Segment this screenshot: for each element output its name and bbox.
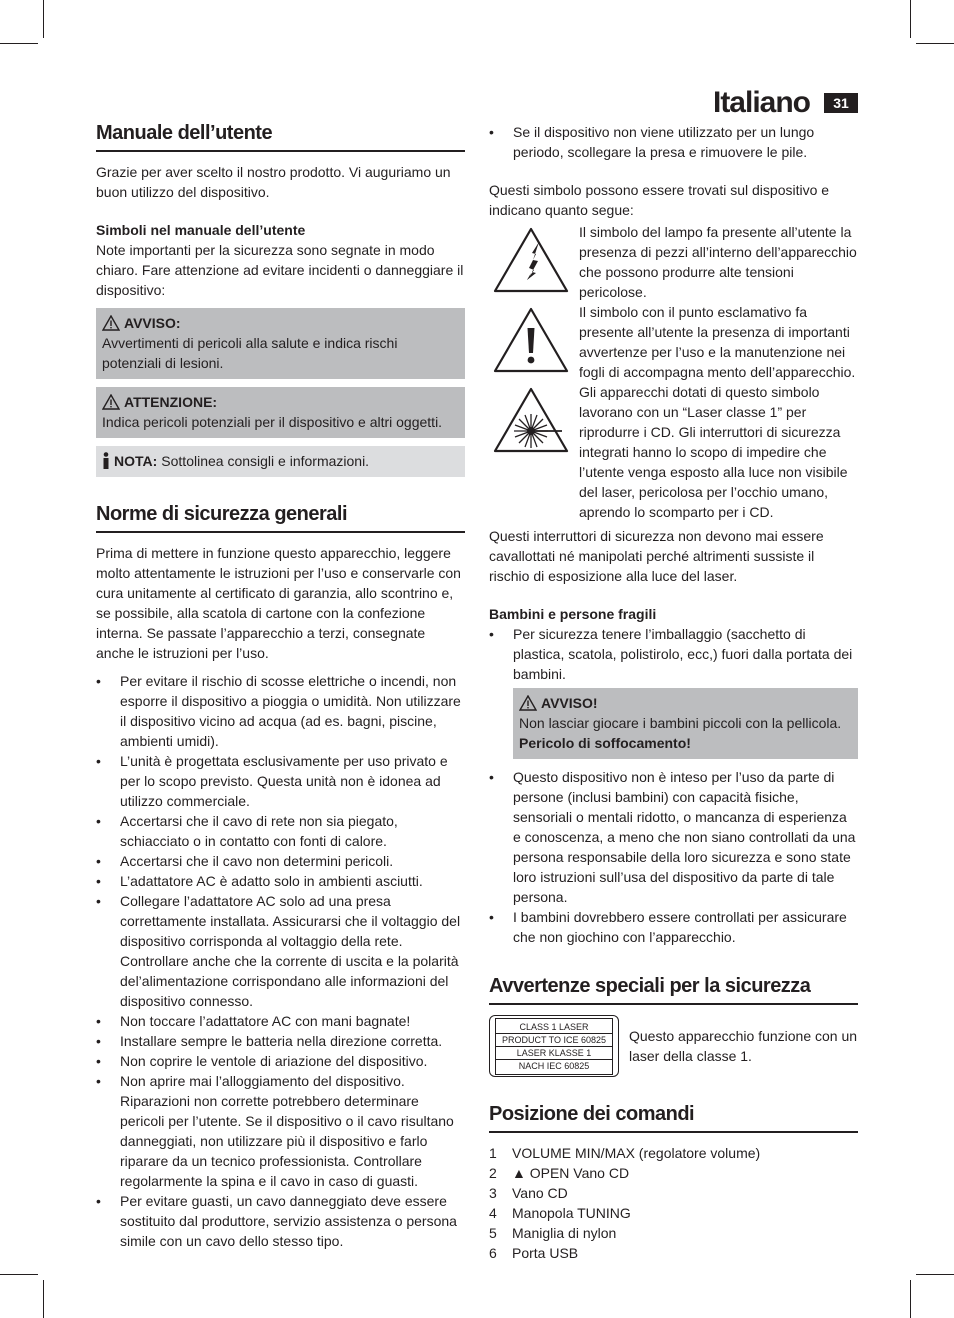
list-item: • Per evitare il rischio di scosse elettriche o incendi, non esporre il dispositivo a pioggia o umidità. Non utilizzare il dispositivo vicino ad acqua (ad es. bagni, piscine, ambienti umidi). [96,671,465,751]
list-item: • Non toccare l’adattatore AC con mani bagnate! [96,1011,465,1031]
crop-mark [910,1280,911,1318]
section-heading-special: Avvertenze speciali per la sicurezza [489,973,858,1005]
section-heading-manual: Manuale dell’utente [96,120,465,152]
list-item: • Per sicurezza tenere l’imballaggio (sacchetto di plastica, scatola, polistirolo, ecc,) fuori dalla portata dei bambini. [489,624,858,684]
laser-class-row [489,1015,858,1077]
exclaim-text: Il simbolo con il punto esclamativo fa presente all’utente la presenza di importanti avvertenze per l’uso e la manutenzione nei fogli di accompagna mento dell’apparecchio. [579,304,856,380]
warning-triangle-icon [102,315,120,331]
safety-list [96,671,465,1251]
list-item: • Accertarsi che il cavo non determini pericoli. [96,851,465,871]
warning-triangle-icon [519,695,537,711]
page-number: 31 [824,93,858,113]
list-item: • Non coprire le ventole di ariazione del dispositivo. [96,1051,465,1071]
list-item: 4 Manopola TUNING [489,1205,631,1221]
child-warning-box [513,688,858,759]
exclamation-warning-icon [492,306,570,374]
child-warning-text: Non lasciar giocare i bambini piccoli con la pellicola. [519,715,842,731]
warning-title: AVVISO: [124,315,181,331]
list-item: 1 VOLUME MIN/MAX (regolatore volume) [489,1145,761,1161]
safety-intro: Prima di mettere in funzione questo apparecchio, leggere molto attentamente le istruzioni per l’uso e conservarle con cura unitamente al certificato di garanzia, allo scontrino e, se possibile, alla scatola di cartone con la confezione interna. Se passate l’apparecchio a terzi, consegnate anche le istruzioni per l’uso. [96,545,461,661]
list-item: • Non aprire mai l’alloggiamento del dispositivo. Riparazioni non corrette potrebbero determinare pericoli per l’utente. Se il dispositivo o il cavo risultano danneggiati, non utilizzare più il dispositivo e farlo riparare da un tecnico professionista. Controllare regolarmente la spina e il cavo in caso di guasti. [96,1071,465,1191]
laser-class-text: Questo apparecchio funzione con un laser della classe 1. [629,1028,858,1064]
crop-mark [916,1274,954,1275]
list-item: • L’unità è progettata esclusivamente per uso privato e per lo scopo previsto. Questa unità non è idonea ad utilizzo commerciale. [96,751,465,811]
symbols-text: Note importanti per la sicurezza sono segnate in modo chiaro. Fare attenzione ad evitare incidenti o danneggiare il dispositivo: [96,242,464,298]
list-item: • Se il dispositivo non viene utilizzato per un lungo periodo, scollegare la presa e rimuovere le pile. [489,122,858,162]
info-icon [102,452,110,470]
page-header [713,88,858,118]
list-item: 5 Maniglia di nylon [489,1225,617,1241]
note-title: NOTA: [114,453,158,469]
caution-triangle-icon [102,394,120,410]
list-item: 3 Vano CD [489,1185,568,1201]
list-item: • Collegare l’adattatore AC solo ad una presa correttamente installata. Assicurarsi che il voltaggio del dispositivo corrisponda al voltaggio della rete. Controllare anche che la corrente di uscita e la polarità del’alimentazione corrispondano alle informazioni del dispositivo connesso. [96,891,465,1011]
section-heading-controls: Posizione dei comandi [489,1101,858,1133]
list-item: • Installare sempre le batteria nella direzione corretta. [96,1031,465,1051]
list-item: 6 Porta USB [489,1245,579,1261]
crop-mark [43,0,44,38]
controls-list [489,1143,858,1263]
warning-text: Avvertimenti di pericoli alla salute e indica rischi potenziali di lesioni. [102,335,398,371]
symbols-subheading: Simboli nel manuale dell’utente [96,222,306,238]
children-list-b [489,767,858,947]
crop-mark [916,43,954,44]
manual-intro: Grazie per aver scelto il nostro prodotto. Vi auguriamo un buon utilizzo del dispositivo. [96,164,451,200]
symbol-row-lightning [489,222,858,302]
caution-title: ATTENZIONE: [124,394,218,410]
page-title: Italiano [712,86,810,119]
list-item: • I bambini dovrebbero essere controllati per assicurare che non giochino con l’apparecchio. [489,907,858,947]
left-column [96,120,465,1265]
symbols-intro: Questi simbolo possono essere trovati sul dispositivo e indicano quanto segue: [489,182,830,218]
caution-text: Indica pericoli potenziali per il dispositivo e altri oggetti. [102,414,443,430]
lightning-warning-icon [492,226,570,294]
crop-mark [43,1280,44,1318]
laser-class-label [489,1015,619,1077]
laser-text: Gli apparecchi dotati di questo simbolo lavorano con un “Laser classe 1” per riprodurre i CD. Gli interruttori di sicurezza integrati hanno lo scopo di impedire che l’utente venga esposto alla luce non visibile del laser, pericolosa per l’occhio umano, aprendo lo scomparto per i CD. [579,384,848,520]
right-column [489,122,858,1263]
laser-label-line: PRODUCT TO ICE 60825 [496,1034,612,1047]
list-item: 2 ▲ OPEN Vano CD [489,1165,630,1181]
laser-label-line: LASER KLASSE 1 [496,1047,612,1060]
laser-warning-icon [492,386,570,454]
symbol-row-exclaim [489,302,858,382]
crop-mark [910,0,911,38]
list-item: • Accertarsi che il cavo di rete non sia piegato, schiacciato o in contatto con fonti di calore. [96,811,465,851]
symbol-row-laser [489,382,858,522]
list-item: • Questo dispositivo non è inteso per l’uso da parte di persone (inclusi bambini) con capacità fisiche, sensoriali o mentali ridotto, o mancanza di esperienza e conoscenza, a meno che non siano controllati da una persona responsabile della loro sicurezza e sono state loro istruzioni sull’usa del dispositivo da parte di tale persona. [489,767,858,907]
note-text: Sottolinea consigli e informazioni. [161,453,370,469]
children-list-a [489,624,858,684]
laser-label-line: CLASS 1 LASER [496,1021,612,1034]
crop-mark [0,43,38,44]
caution-box [96,387,465,438]
child-warning-title: AVVISO! [541,695,598,711]
lightning-text: Il simbolo del lampo fa presente all’utente la presenza di pezzi all’interno dell’apparecchio che possono produrre alte tensioni pericolose. [579,224,857,300]
list-item: • Per evitare guasti, un cavo danneggiato deve essere sostituito dal produttore, servizio assistenza o persona simile con un cavo dello stesso tipo. [96,1191,465,1251]
note-box [96,446,465,477]
children-subheading: Bambini e persone fragili [489,606,657,622]
child-warning-strong: Pericolo di soffocamento! [519,735,691,751]
crop-mark [0,1274,38,1275]
list-item: • L’adattatore AC è adatto solo in ambienti asciutti. [96,871,465,891]
unplug-list [489,122,858,162]
section-heading-safety: Norme di sicurezza generali [96,501,465,533]
laser-label-line: NACH IEC 60825 [518,1060,590,1071]
interlock-text: Questi interruttori di sicurezza non devono mai essere cavallottati né manipolati perché altrimenti sussiste il rischio di esposizione alla luce del laser. [489,528,824,584]
warning-box [96,308,465,379]
